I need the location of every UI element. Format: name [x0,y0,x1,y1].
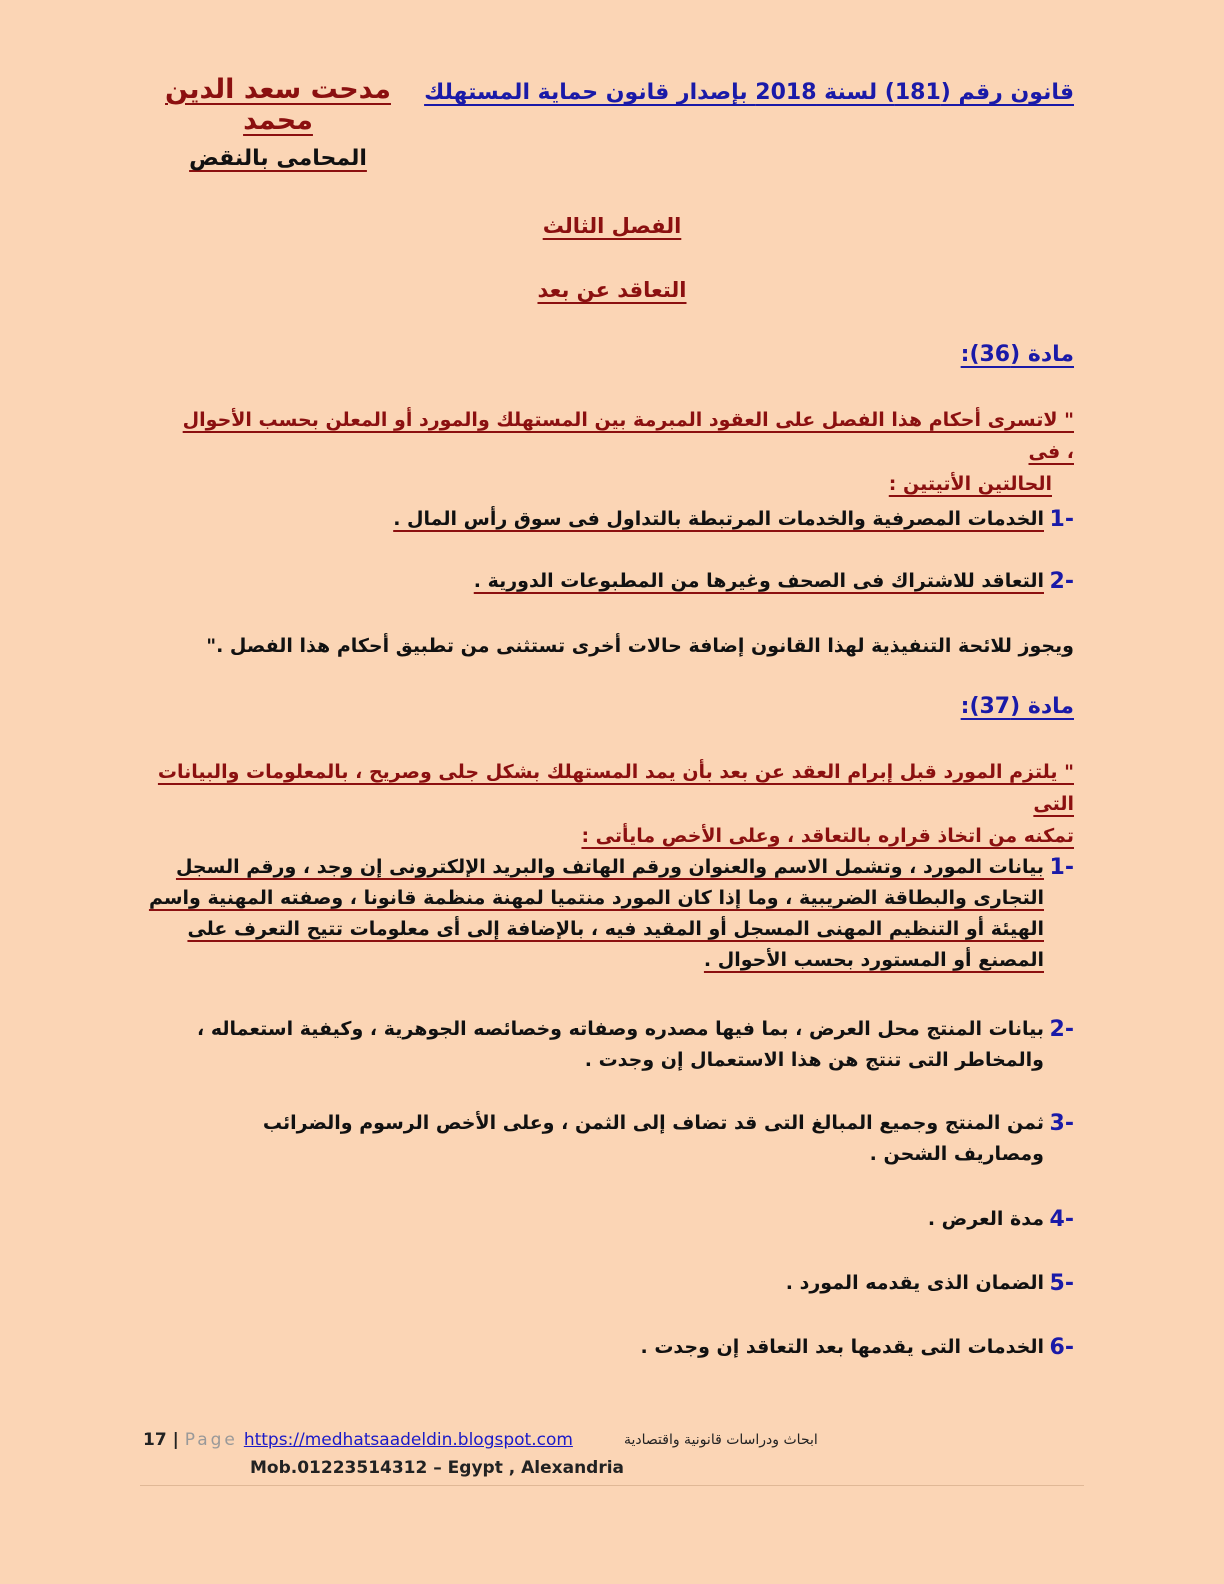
item-text: الضمان الذى يقدمه المورد . [785,1272,1044,1294]
article-37-item-5 [174,1268,1074,1299]
footer-divider [140,1485,1084,1486]
author-title: المحامى بالنقض [189,146,367,171]
item-text: مدة العرض . [927,1208,1044,1230]
item-number: 6- [1049,1335,1074,1360]
item-text: الخدمات المصرفية والخدمات المرتبطة بالتداول فى سوق رأس المال . [393,508,1044,530]
chapter-number-text: الفصل الثالث [542,214,682,238]
item-text: بيانات المنتج محل العرض ، بما فيها مصدره وصفاته وخصائصه الجوهرية ، وكيفية استعماله ، والمخاطر التى تنتج هن هذا الاستعمال إن وجدت . [197,1018,1044,1071]
footer-mobile: Mob.01223514312 – Egypt , Alexandria [250,1458,625,1478]
footer-line-1 [143,1430,573,1450]
item-text: التعاقد للاشتراك فى الصحف وغيرها من المطبوعات الدورية . [473,570,1044,592]
article-37-intro-line2: تمكنه من اتخاذ قراره بالتعاقد ، وعلى الأخص مايأتى : [581,825,1074,847]
blog-title: ابحاث ودراسات قانونية واقتصادية [624,1432,818,1448]
page-separator: | [172,1430,179,1450]
chapter-number [0,214,1224,238]
article-37-intro [154,756,1074,852]
article-36-intro [174,404,1074,500]
author-block [140,74,416,171]
item-number: 4- [1049,1207,1074,1232]
chapter-title-text: التعاقد عن بعد [537,278,687,302]
page-number: 17 [143,1430,167,1450]
article-37-item-2 [194,1014,1074,1076]
article-37-label: مادة (37): [960,694,1074,719]
article-37-intro-line1: " يلتزم المورد قبل إبرام العقد عن بعد بأن يمد المستهلك بشكل جلى وصريح ، بالمعلومات والبيانات التى [157,761,1074,815]
item-text: ثمن المنتج وجميع المبالغ التى قد تضاف إلى الثمن ، وعلى الأخص الرسوم والضرائب ومصاريف الشحن . [262,1112,1044,1165]
item-number: 1- [1049,507,1074,532]
article-36-item-1 [174,504,1074,535]
article-36-intro-line1: " لاتسرى أحكام هذا الفصل على العقود المبرمة بين المستهلك والمورد أو المعلن بحسب الأحوال ، فى [182,409,1074,463]
page-word: Page [184,1430,238,1450]
article-36-label: مادة (36): [960,342,1074,367]
item-text: الخدمات التى يقدمها بعد التعاقد إن وجدت . [640,1336,1044,1358]
author-name: مدحت سعد الدين محمد [165,74,391,136]
article-36-item-2 [174,566,1074,597]
item-number: 2- [1049,569,1074,594]
article-37-item-3 [184,1108,1074,1170]
item-number: 2- [1049,1017,1074,1042]
item-number: 5- [1049,1271,1074,1296]
chapter-title [0,278,1224,302]
item-number: 1- [1049,855,1074,880]
item-number: 3- [1049,1111,1074,1136]
article-37-item-1 [144,852,1074,976]
blog-link[interactable]: https://medhatsaadeldin.blogspot.com [243,1430,573,1450]
article-36-intro-line2: الحالتين الأتيتين : [888,473,1052,495]
article-37-item-4 [174,1204,1074,1235]
article-36-closing: ويجوز للائحة التنفيذية لهذا القانون إضافة حالات أخرى تستثنى من تطبيق أحكام هذا الفصل ." [206,635,1074,657]
article-37-item-6 [174,1332,1074,1363]
law-title: قانون رقم (181) لسنة 2018 بإصدار قانون حماية المستهلك [424,80,1074,105]
item-text: بيانات المورد ، وتشمل الاسم والعنوان ورقم الهاتف والبريد الإلكترونى إن وجد ، ورقم السجل التجارى والبطاقة الضريبية ، وما إذا كان المورد منتميا لمهنة منظمة قانونا ، وصفته المهنية واسم الهيئة أو التنظيم المهنى المسجل أو المقيد فيه ، بالإضافة إلى أى معلومات تتيح التعرف على المصنع أو المستورد بحسب الأحوال . [148,856,1044,971]
